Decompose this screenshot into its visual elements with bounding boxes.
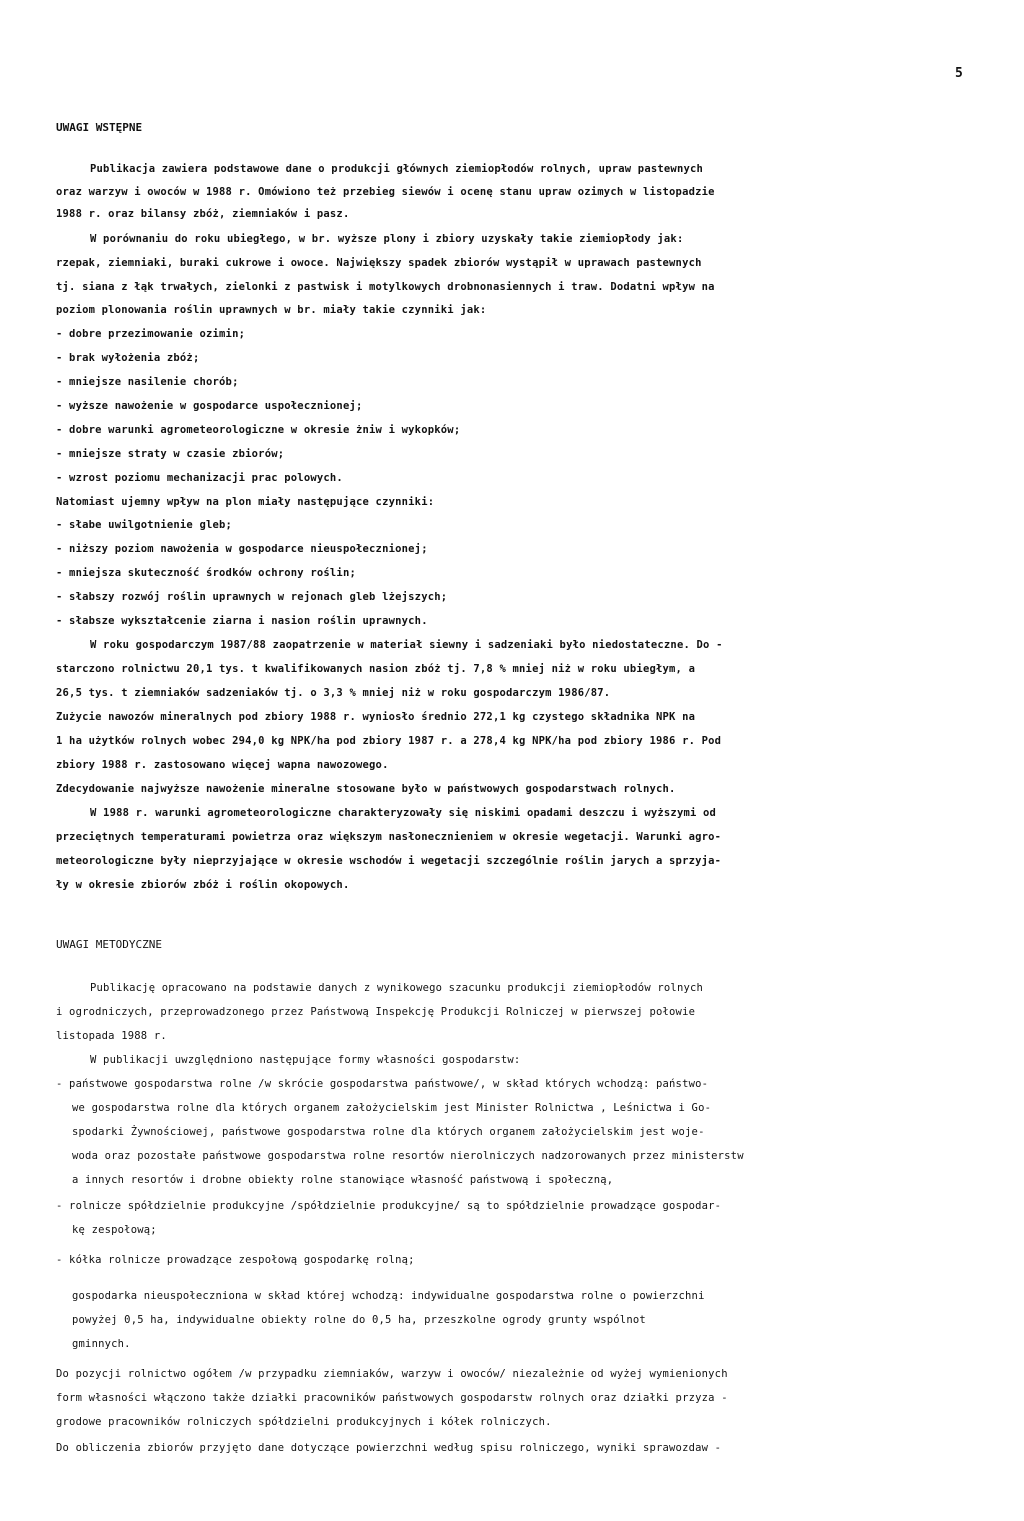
list-item: - rolnicze spółdzielnie produkcyjne /spółdzielnie produkcyjne/ są to spółdzielnie prowadzące gospodar- [56,1200,722,1212]
list-item: - słabsze wykształcenie ziarna i nasion roślin uprawnych. [56,615,428,627]
section-heading-methodology: UWAGI METODYCZNE [56,938,162,951]
text-line: meteorologiczne były nieprzyjające w okresie wschodów i wegetacji szczególnie roślin jarych a sprzyja- [56,855,722,867]
text-line: kę zespołową; [72,1224,157,1236]
page-number: 5 [955,66,963,81]
text-line: przeciętnych temperaturami powietrza oraz większym nasłonecznieniem w okresie wegetacji. Warunki agro- [56,831,722,843]
text-line: powyżej 0,5 ha, indywidualne obiekty rolne do 0,5 ha, przeszkolne ogrody grunty wspólnot [72,1314,646,1326]
list-item: - niższy poziom nawożenia w gospodarce nieuspołecznionej; [56,543,428,555]
list-item: - dobre przezimowanie ozimin; [56,328,246,340]
text-line: gospodarka nieuspołeczniona w skład której wchodzą: indywidualne gospodarstwa rolne o powierzchni [72,1290,705,1302]
text-line: Natomiast ujemny wpływ na plon miały następujące czynniki: [56,496,435,508]
text-line: W 1988 r. warunki agrometeorologiczne charakteryzowały się niskimi opadami deszczu i wyższymi od [90,807,717,819]
text-line: Zdecydowanie najwyższe nawożenie mineralne stosowane było w państwowych gospodarstwach rolnych. [56,783,676,795]
text-line: listopada 1988 r. [56,1030,167,1042]
list-item: - mniejsze straty w czasie zbiorów; [56,448,285,460]
text-line: woda oraz pozostałe państwowe gospodarstwa rolne resortów nierolniczych nadzorowanych przez ministerstw [72,1150,744,1162]
text-line: grodowe pracowników rolniczych spółdzielni produkcyjnych i kółek rolniczych. [56,1416,552,1428]
text-line: 1 ha użytków rolnych wobec 294,0 kg NPK/ha pod zbiory 1987 r. a 278,4 kg NPK/ha pod zbiory 1986 r. Pod [56,735,722,747]
text-line: form własności włączono także działki pracowników państwowych gospodarstw rolnych oraz działki przyza - [56,1392,728,1404]
text-line: ły w okresie zbiorów zbóż i roślin okopowych. [56,879,350,891]
text-line: W publikacji uwzględniono następujące formy własności gospodarstw: [90,1054,521,1066]
text-line: we gospodarstwa rolne dla których organem założycielskim jest Minister Rolnictwa , Leśnictwa i Go- [72,1102,712,1114]
list-item: - kółka rolnicze prowadzące zespołową gospodarkę rolną; [56,1254,415,1266]
list-item: - dobre warunki agrometeorologiczne w okresie żniw i wykopków; [56,424,461,436]
text-line: Do pozycji rolnictwo ogółem /w przypadku ziemniaków, warzyw i owoców/ niezależnie od wyżej wymienionych [56,1368,728,1380]
text-line: tj. siana z łąk trwałych, zielonki z pastwisk i motylkowych drobnonasiennych i traw. Dodatni wpływ na [56,281,715,293]
section-heading-intro: UWAGI WSTĘPNE [56,121,143,134]
list-item: - wzrost poziomu mechanizacji prac polowych. [56,472,343,484]
text-line: rzepak, ziemniaki, buraki cukrowe i owoce. Największy spadek zbiorów wystąpił w uprawach pastewnych [56,257,702,269]
text-line: 1988 r. oraz bilansy zbóż, ziemniaków i pasz. [56,208,350,220]
text-line: W porównaniu do roku ubiegłego, w br. wyższe plony i zbiory uzyskały takie ziemiopłody jak: [90,233,684,245]
text-line: poziom plonowania roślin uprawnych w br. miały takie czynniki jak: [56,304,487,316]
text-line: W roku gospodarczym 1987/88 zaopatrzenie w materiał siewny i sadzeniaki było niedostateczne. Do - [90,639,723,651]
text-line: i ogrodniczych, przeprowadzonego przez Państwową Inspekcję Produkcji Rolniczej w pierwszej połowie [56,1006,696,1018]
text-line: 26,5 tys. t ziemniaków sadzeniaków tj. o 3,3 % mniej niż w roku gospodarczym 1986/87. [56,687,611,699]
text-line: a innych resortów i drobne obiekty rolne stanowiące własność państwową i społeczną, [72,1174,614,1186]
list-item: - mniejsze nasilenie chorób; [56,376,239,388]
list-item: - państwowe gospodarstwa rolne /w skrócie gospodarstwa państwowe/, w skład których wchodzą: państwo- [56,1078,709,1090]
text-line: Do obliczenia zbiorów przyjęto dane dotyczące powierzchni według spisu rolniczego, wyniki sprawozdaw - [56,1442,722,1454]
list-item: - wyższe nawożenie w gospodarce uspołecznionej; [56,400,363,412]
text-line: gminnych. [72,1338,131,1350]
list-item: - słabe uwilgotnienie gleb; [56,519,233,531]
text-line: Publikacja zawiera podstawowe dane o produkcji głównych ziemiopłodów rolnych, upraw pastewnych [90,163,704,175]
text-line: starczono rolnictwu 20,1 tys. t kwalifikowanych nasion zbóż tj. 7,8 % mniej niż w roku ubiegłym, a [56,663,696,675]
text-line: oraz warzyw i owoców w 1988 r. Omówiono też przebieg siewów i ocenę stanu upraw ozimych w listopadzie [56,186,715,198]
text-line: Publikację opracowano na podstawie danych z wynikowego szacunku produkcji ziemiopłodów rolnych [90,982,704,994]
list-item: - mniejsza skuteczność środków ochrony roślin; [56,567,356,579]
text-line: spodarki Żywnościowej, państwowe gospodarstwa rolne dla których organem założycielskim jest woje- [72,1126,705,1138]
text-line: zbiory 1988 r. zastosowano więcej wapna nawozowego. [56,759,389,771]
list-item: - brak wyłożenia zbóż; [56,352,200,364]
text-line: Zużycie nawozów mineralnych pod zbiory 1988 r. wyniosło średnio 272,1 kg czystego składnika NPK na [56,711,696,723]
list-item: - słabszy rozwój roślin uprawnych w rejonach gleb lżejszych; [56,591,448,603]
